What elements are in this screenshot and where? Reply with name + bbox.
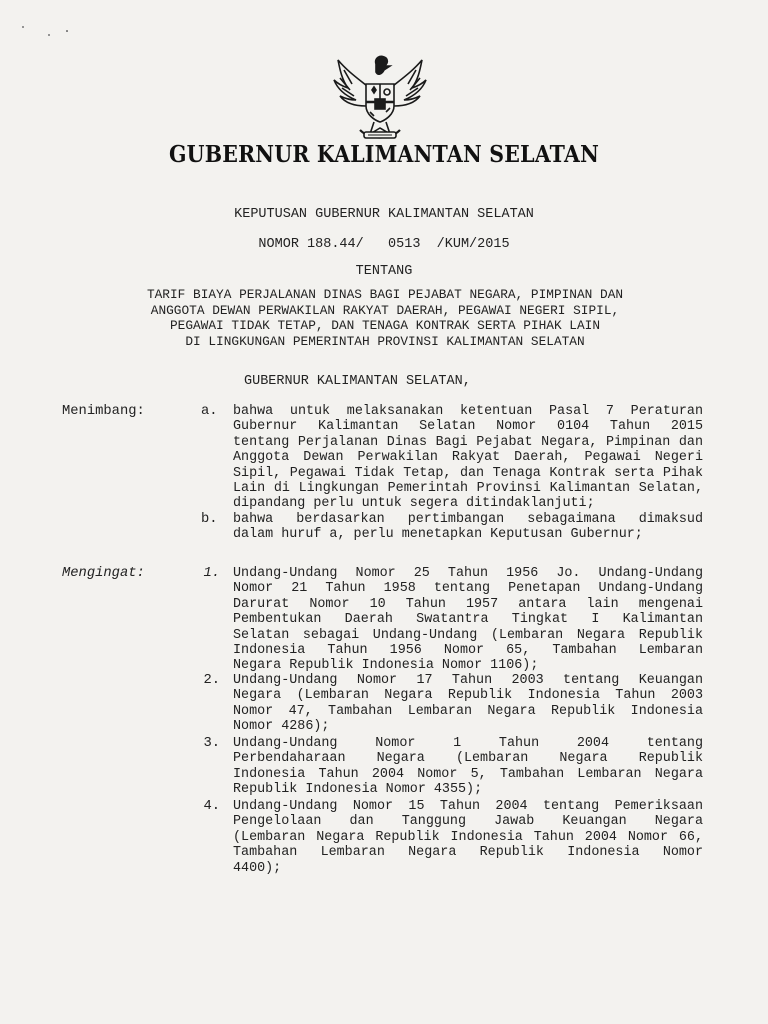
subject-line: DI LINGKUNGAN PEMERINTAH PROVINSI KALIMANTAN SELATAN [185, 333, 585, 349]
clause-line: Tambahan Lembaran Negara Republik Indonesia Nomor [233, 845, 703, 861]
clause-line: Undang-Undang Nomor 17 Tahun 2003 tentang Keuangan [233, 673, 703, 688]
mengingat-item-2 [233, 673, 703, 735]
clause-line: Negara Republik Indonesia Nomor 1106); [233, 658, 539, 674]
subject-line: ANGGOTA DEWAN PERWAKILAN RAKYAT DAERAH, PEGAWAI NEGERI SIPIL, [150, 302, 620, 318]
mengingat-label: Mengingat: [62, 566, 145, 581]
clause-line: bahwa berdasarkan pertimbangan sebagaimana dimaksud [233, 512, 703, 527]
subject-line: TARIF BIAYA PERJALANAN DINAS BAGI PEJABAT NEGARA, PIMPINAN DAN [146, 287, 624, 302]
clause-line: dalam huruf a, perlu menetapkan Keputusan Gubernur; [233, 527, 643, 543]
decree-subject [70, 287, 700, 349]
clause-line: Anggota Dewan Perwakilan Rakyat Daerah, Pegawai Negeri [233, 450, 703, 466]
subject-line: PEGAWAI TIDAK TETAP, DAN TENAGA KONTRAK SERTA PIHAK LAIN [169, 318, 601, 334]
clause-line: Nomor 47, Tambahan Lembaran Negara Republik Indonesia [233, 703, 703, 719]
menimbang-clause-b [233, 512, 703, 543]
clause-line: Gubernur Kalimantan Selatan Nomor 0104 Tahun 2015 [233, 419, 703, 435]
mengingat-item-4 [233, 799, 703, 876]
clause-line: Nomor 21 Tahun 1958 tentang Penetapan Undang-Undang [233, 581, 703, 597]
clause-line: Selatan sebagai Undang-Undang (Lembaran Negara Republik [233, 627, 703, 643]
mengingat-item-1 [233, 566, 703, 674]
clause-line: Indonesia Tahun 2004 Nomor 5, Tambahan Lembaran Negara [233, 766, 703, 782]
clause-line: Darurat Nomor 10 Tahun 1957 antara lain mengenai [233, 596, 703, 612]
clause-line: Pembentukan Daerah Swatantra Tingkat I Kalimantan [233, 612, 703, 628]
clause-key: b. [201, 512, 218, 527]
clause-line: Undang-Undang Nomor 1 Tahun 2004 tentang [233, 736, 703, 751]
decree-type: KEPUTUSAN GUBERNUR KALIMANTAN SELATAN [234, 207, 534, 222]
clause-key: 1. [203, 566, 220, 581]
scan-speck [22, 26, 24, 28]
garuda-emblem-icon [330, 50, 430, 146]
clause-line: Perbendaharaan Negara (Lembaran Negara Republik [233, 751, 703, 767]
clause-line: Sipil, Pegawai Tidak Tetap, dan Tenaga Kontrak serta Pihak [233, 465, 703, 481]
clause-line: Pengelolaan dan Tanggung Jawab Keuangan Negara [233, 814, 703, 830]
clause-line: Undang-Undang Nomor 25 Tahun 1956 Jo. Undang-Undang [233, 566, 703, 581]
clause-key: a. [201, 404, 218, 419]
clause-line: Lain di Lingkungan Pemerintah Provinsi Kalimantan Selatan, [233, 481, 703, 497]
mengingat-item-3 [233, 736, 703, 798]
clause-key: 3. [203, 736, 220, 751]
issuer-line: GUBERNUR KALIMANTAN SELATAN, [244, 374, 471, 389]
clause-key: 2. [203, 673, 220, 688]
clause-line: Undang-Undang Nomor 15 Tahun 2004 tentang Pemeriksaan [233, 799, 703, 814]
clause-line: Nomor 4286); [233, 719, 330, 735]
governor-title: GUBERNUR KALIMANTAN SELATAN [168, 140, 600, 168]
menimbang-label: Menimbang: [62, 404, 145, 419]
clause-line: Republik Indonesia Nomor 4355); [233, 782, 483, 798]
clause-line: tentang Perjalanan Dinas Bagi Pejabat Negara, Pimpinan dan [233, 434, 703, 450]
menimbang-clause-a [233, 404, 703, 512]
scan-speck [66, 30, 68, 32]
clause-line: (Lembaran Negara Republik Indonesia Tahun 2004 Nomor 66, [233, 829, 703, 845]
clause-key: 4. [203, 799, 220, 814]
clause-line: Negara (Lembaran Negara Republik Indonesia Tahun 2003 [233, 688, 703, 704]
scan-speck [48, 34, 50, 36]
decree-number: NOMOR 188.44/ 0513 /KUM/2015 [258, 237, 510, 252]
clause-line: bahwa untuk melaksanakan ketentuan Pasal 7 Peraturan [233, 404, 703, 419]
clause-line: 4400); [233, 860, 282, 876]
about-label: TENTANG [355, 264, 413, 279]
clause-line: Indonesia Tahun 1956 Nomor 65, Tambahan Lembaran [233, 643, 703, 659]
clause-line: dipandang perlu untuk segera ditindaklanjuti; [233, 496, 595, 512]
